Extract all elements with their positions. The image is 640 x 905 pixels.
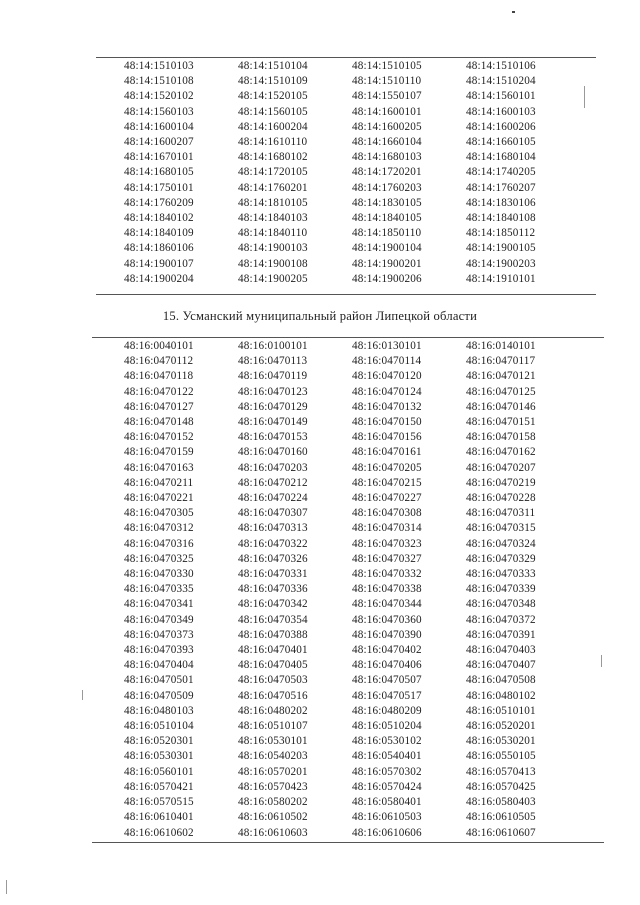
- cadastral-number-cell: 48:14:1760207: [466, 181, 536, 194]
- cadastral-number-cell: 48:14:1510105: [352, 60, 422, 72]
- table-top-rule: [96, 57, 596, 58]
- cadastral-number-cell: 48:16:0480202: [238, 704, 308, 717]
- cadastral-number-cell: 48:16:0530102: [352, 735, 422, 748]
- cadastral-number-cell: 48:16:0530301: [124, 750, 194, 763]
- cadastral-number-cell: 48:16:0470508: [466, 674, 536, 687]
- cadastral-number-cell: 48:16:0470333: [466, 568, 536, 581]
- cadastral-number-cell: 48:16:0470125: [466, 385, 536, 398]
- table-bottom-rule: [92, 842, 604, 843]
- cadastral-number-cell: 48:16:0510107: [238, 720, 308, 733]
- cadastral-number-cell: 48:16:0470160: [238, 446, 308, 459]
- cadastral-table-48-14: [124, 59, 580, 287]
- cadastral-number-cell: 48:16:0470330: [124, 568, 194, 581]
- cadastral-number-cell: 48:14:1510109: [238, 75, 308, 88]
- cadastral-number-cell: 48:16:0470405: [238, 659, 308, 672]
- cadastral-number-cell: 48:16:0470113: [238, 355, 308, 368]
- cadastral-number-cell: 48:16:0520201: [466, 720, 536, 733]
- section-heading: 15. Усманский муниципальный район Липецкой области: [162, 309, 478, 323]
- cadastral-number-cell: 48:14:1680104: [466, 151, 536, 164]
- cadastral-number-cell: 48:16:0100101: [238, 340, 308, 352]
- scan-speck: [512, 11, 515, 13]
- cadastral-number-cell: 48:14:1900107: [124, 257, 194, 270]
- margin-mark: [6, 880, 7, 894]
- cadastral-number-cell: 48:14:1510108: [124, 75, 194, 88]
- cadastral-number-cell: 48:16:0610502: [238, 811, 308, 824]
- cadastral-number-cell: 48:14:1560105: [238, 105, 308, 118]
- cadastral-number-cell: 48:16:0470338: [352, 583, 422, 596]
- cadastral-number-cell: 48:16:0470344: [352, 598, 422, 611]
- cadastral-number-cell: 48:14:1720105: [238, 166, 308, 179]
- cadastral-number-cell: 48:16:0470316: [124, 537, 194, 550]
- cadastral-number-cell: 48:14:1510103: [124, 60, 194, 72]
- cadastral-number-cell: 48:16:0610401: [124, 811, 194, 824]
- cadastral-number-cell: 48:14:1900105: [466, 242, 536, 255]
- cadastral-number-cell: 48:14:1840109: [124, 227, 194, 240]
- cadastral-number-cell: 48:16:0470403: [466, 644, 536, 657]
- cadastral-number-cell: 48:16:0470119: [238, 370, 308, 383]
- cadastral-number-cell: 48:16:0470151: [466, 416, 536, 429]
- cadastral-number-cell: 48:14:1760203: [352, 181, 422, 194]
- cadastral-number-cell: 48:16:0470509: [124, 689, 194, 702]
- cadastral-number-cell: 48:16:0470390: [352, 628, 422, 641]
- cadastral-number-cell: 48:16:0570201: [238, 765, 308, 778]
- cadastral-number-cell: 48:16:0040101: [124, 340, 194, 352]
- cadastral-number-cell: 48:14:1900204: [124, 272, 194, 285]
- cadastral-number-cell: 48:16:0470325: [124, 552, 194, 565]
- cadastral-number-cell: 48:16:0470349: [124, 613, 194, 626]
- cadastral-number-cell: 48:16:0470336: [238, 583, 308, 596]
- cadastral-number-cell: 48:14:1510204: [466, 75, 536, 88]
- cadastral-number-cell: 48:16:0470373: [124, 628, 194, 641]
- cadastral-number-cell: 48:14:1910101: [466, 272, 536, 285]
- cadastral-number-cell: 48:14:1840108: [466, 212, 536, 225]
- cadastral-number-cell: 48:16:0470159: [124, 446, 194, 459]
- cadastral-number-cell: 48:14:1900108: [238, 257, 308, 270]
- cadastral-number-cell: 48:14:1810105: [238, 196, 308, 209]
- cadastral-number-cell: 48:16:0470212: [238, 476, 308, 489]
- cadastral-number-cell: 48:14:1750101: [124, 181, 194, 194]
- cadastral-number-cell: 48:16:0470146: [466, 400, 536, 413]
- cadastral-number-cell: 48:16:0470308: [352, 507, 422, 520]
- cadastral-number-cell: 48:16:0560101: [124, 765, 194, 778]
- cadastral-number-cell: 48:16:0470148: [124, 416, 194, 429]
- cadastral-number-cell: 48:16:0470507: [352, 674, 422, 687]
- cadastral-number-cell: 48:16:0540401: [352, 750, 422, 763]
- cadastral-number-cell: 48:16:0610606: [352, 826, 422, 839]
- cadastral-number-cell: 48:16:0570515: [124, 796, 194, 809]
- cadastral-number-cell: 48:14:1840102: [124, 212, 194, 225]
- cadastral-number-cell: 48:16:0470322: [238, 537, 308, 550]
- cadastral-number-cell: 48:16:0470341: [124, 598, 194, 611]
- cadastral-number-cell: 48:16:0470305: [124, 507, 194, 520]
- cadastral-number-cell: 48:16:0470227: [352, 492, 422, 505]
- cadastral-number-cell: 48:16:0470329: [466, 552, 536, 565]
- cadastral-number-cell: 48:16:0470404: [124, 659, 194, 672]
- cadastral-number-cell: 48:14:1840110: [238, 227, 308, 240]
- cadastral-number-cell: 48:14:1720201: [352, 166, 422, 179]
- cadastral-number-cell: 48:16:0570423: [238, 780, 308, 793]
- cadastral-number-cell: 48:16:0470342: [238, 598, 308, 611]
- cadastral-number-cell: 48:16:0470207: [466, 461, 536, 474]
- cadastral-number-cell: 48:16:0580403: [466, 796, 536, 809]
- cadastral-number-cell: 48:16:0510104: [124, 720, 194, 733]
- cadastral-number-cell: 48:16:0610602: [124, 826, 194, 839]
- cadastral-number-cell: 48:16:0470372: [466, 613, 536, 626]
- cadastral-number-cell: 48:16:0470124: [352, 385, 422, 398]
- cadastral-number-cell: 48:16:0570413: [466, 765, 536, 778]
- cadastral-number-cell: 48:16:0570421: [124, 780, 194, 793]
- table-bottom-rule: [96, 294, 596, 295]
- cadastral-number-cell: 48:16:0130101: [352, 340, 422, 352]
- cadastral-number-cell: 48:14:1600101: [352, 105, 422, 118]
- cadastral-number-cell: 48:14:1510104: [238, 60, 308, 72]
- cadastral-number-cell: 48:16:0470129: [238, 400, 308, 413]
- cadastral-number-cell: 48:14:1520102: [124, 90, 194, 103]
- cadastral-number-cell: 48:14:1900206: [352, 272, 422, 285]
- cadastral-number-cell: 48:14:1740205: [466, 166, 536, 179]
- cadastral-number-cell: 48:16:0470114: [352, 355, 422, 368]
- cadastral-number-cell: 48:14:1760201: [238, 181, 308, 194]
- cadastral-number-cell: 48:16:0470221: [124, 492, 194, 505]
- cadastral-number-cell: 48:16:0530201: [466, 735, 536, 748]
- cadastral-number-cell: 48:16:0520301: [124, 735, 194, 748]
- cadastral-number-cell: 48:14:1900203: [466, 257, 536, 270]
- cadastral-number-cell: 48:16:0470307: [238, 507, 308, 520]
- cadastral-number-cell: 48:16:0510204: [352, 720, 422, 733]
- cadastral-number-cell: 48:14:1660104: [352, 136, 422, 149]
- cadastral-number-cell: 48:16:0470228: [466, 492, 536, 505]
- cadastral-number-cell: 48:16:0470215: [352, 476, 422, 489]
- cadastral-number-cell: 48:16:0470401: [238, 644, 308, 657]
- cadastral-number-cell: 48:16:0470516: [238, 689, 308, 702]
- cadastral-number-cell: 48:14:1600205: [352, 120, 422, 133]
- cadastral-number-cell: 48:16:0470339: [466, 583, 536, 596]
- cadastral-number-cell: 48:16:0470393: [124, 644, 194, 657]
- cadastral-number-cell: 48:16:0470324: [466, 537, 536, 550]
- cadastral-table-48-16: [124, 339, 580, 841]
- cadastral-number-cell: 48:16:0470402: [352, 644, 422, 657]
- cadastral-number-cell: 48:16:0470203: [238, 461, 308, 474]
- cadastral-number-cell: 48:16:0470406: [352, 659, 422, 672]
- cadastral-number-cell: 48:16:0580401: [352, 796, 422, 809]
- cadastral-number-cell: 48:16:0470163: [124, 461, 194, 474]
- cadastral-number-cell: 48:16:0470219: [466, 476, 536, 489]
- cadastral-number-cell: 48:16:0470224: [238, 492, 308, 505]
- cadastral-number-cell: 48:14:1900104: [352, 242, 422, 255]
- table-top-rule: [92, 337, 604, 338]
- cadastral-number-cell: 48:14:1560101: [466, 90, 536, 103]
- cadastral-number-cell: 48:16:0610603: [238, 826, 308, 839]
- cadastral-number-cell: 48:14:1760209: [124, 196, 194, 209]
- cadastral-number-cell: 48:16:0470123: [238, 385, 308, 398]
- cadastral-number-cell: 48:16:0470354: [238, 613, 308, 626]
- cadastral-number-cell: 48:16:0470211: [124, 476, 194, 489]
- cadastral-number-cell: 48:14:1600204: [238, 120, 308, 133]
- cadastral-number-cell: 48:14:1600103: [466, 105, 536, 118]
- cadastral-number-cell: 48:16:0470327: [352, 552, 422, 565]
- cadastral-number-cell: 48:16:0510101: [466, 704, 536, 717]
- cadastral-number-cell: 48:16:0470156: [352, 431, 422, 444]
- cadastral-number-cell: 48:16:0470503: [238, 674, 308, 687]
- cadastral-number-cell: 48:16:0610607: [466, 826, 536, 839]
- cadastral-number-cell: 48:16:0470118: [124, 370, 194, 383]
- cadastral-number-cell: 48:14:1610110: [238, 136, 308, 149]
- cadastral-number-cell: 48:16:0470205: [352, 461, 422, 474]
- cadastral-number-cell: 48:16:0530101: [238, 735, 308, 748]
- cadastral-number-cell: 48:16:0480209: [352, 704, 422, 717]
- cadastral-number-cell: 48:16:0470311: [466, 507, 536, 520]
- margin-mark: [601, 655, 602, 667]
- cadastral-number-cell: 48:16:0470153: [238, 431, 308, 444]
- cadastral-number-cell: 48:14:1660105: [466, 136, 536, 149]
- cadastral-number-cell: 48:16:0470122: [124, 385, 194, 398]
- cadastral-number-cell: 48:16:0470150: [352, 416, 422, 429]
- cadastral-number-cell: 48:16:0570425: [466, 780, 536, 793]
- cadastral-number-cell: 48:16:0470407: [466, 659, 536, 672]
- cadastral-number-cell: 48:16:0470332: [352, 568, 422, 581]
- cadastral-number-cell: 48:16:0470152: [124, 431, 194, 444]
- cadastral-number-cell: 48:16:0470391: [466, 628, 536, 641]
- cadastral-number-cell: 48:16:0470112: [124, 355, 194, 368]
- cadastral-number-cell: 48:16:0470501: [124, 674, 194, 687]
- cadastral-number-cell: 48:16:0480102: [466, 689, 536, 702]
- cadastral-number-cell: 48:16:0470315: [466, 522, 536, 535]
- cadastral-number-cell: 48:14:1900103: [238, 242, 308, 255]
- cadastral-number-cell: 48:14:1560103: [124, 105, 194, 118]
- cadastral-number-cell: 48:14:1840105: [352, 212, 422, 225]
- cadastral-number-cell: 48:16:0470132: [352, 400, 422, 413]
- cadastral-number-cell: 48:14:1510110: [352, 75, 422, 88]
- cadastral-number-cell: 48:16:0540203: [238, 750, 308, 763]
- cadastral-number-cell: 48:14:1900205: [238, 272, 308, 285]
- cadastral-number-cell: 48:16:0470326: [238, 552, 308, 565]
- cadastral-number-cell: 48:16:0470314: [352, 522, 422, 535]
- cadastral-number-cell: 48:14:1860106: [124, 242, 194, 255]
- cadastral-number-cell: 48:14:1830105: [352, 196, 422, 209]
- cadastral-number-cell: 48:16:0470120: [352, 370, 422, 383]
- cadastral-number-cell: 48:16:0470323: [352, 537, 422, 550]
- cadastral-number-cell: 48:16:0470388: [238, 628, 308, 641]
- cadastral-number-cell: 48:16:0470335: [124, 583, 194, 596]
- cadastral-number-cell: 48:16:0470127: [124, 400, 194, 413]
- cadastral-number-cell: 48:16:0480103: [124, 704, 194, 717]
- cadastral-number-cell: 48:16:0470149: [238, 416, 308, 429]
- cadastral-number-cell: 48:16:0470158: [466, 431, 536, 444]
- cadastral-number-cell: 48:16:0550105: [466, 750, 536, 763]
- margin-mark: [82, 690, 83, 700]
- cadastral-number-cell: 48:16:0470117: [466, 355, 536, 368]
- cadastral-number-cell: 48:16:0470121: [466, 370, 536, 383]
- cadastral-number-cell: 48:16:0470313: [238, 522, 308, 535]
- cadastral-number-cell: 48:14:1550107: [352, 90, 422, 103]
- cadastral-number-cell: 48:14:1600206: [466, 120, 536, 133]
- cadastral-number-cell: 48:16:0610505: [466, 811, 536, 824]
- cadastral-number-cell: 48:16:0570424: [352, 780, 422, 793]
- cadastral-number-cell: 48:16:0140101: [466, 340, 536, 352]
- cadastral-number-cell: 48:16:0470161: [352, 446, 422, 459]
- cadastral-number-cell: 48:14:1670101: [124, 151, 194, 164]
- cadastral-number-cell: 48:14:1680102: [238, 151, 308, 164]
- cadastral-number-cell: 48:14:1900201: [352, 257, 422, 270]
- cadastral-number-cell: 48:14:1520105: [238, 90, 308, 103]
- cadastral-number-cell: 48:16:0470312: [124, 522, 194, 535]
- cadastral-number-cell: 48:16:0470162: [466, 446, 536, 459]
- cadastral-number-cell: 48:14:1510106: [466, 60, 536, 72]
- cadastral-number-cell: 48:16:0570302: [352, 765, 422, 778]
- cadastral-number-cell: 48:16:0470517: [352, 689, 422, 702]
- cadastral-number-cell: 48:16:0470360: [352, 613, 422, 626]
- cadastral-number-cell: 48:16:0470348: [466, 598, 536, 611]
- cadastral-number-cell: 48:14:1850112: [466, 227, 536, 240]
- cadastral-number-cell: 48:14:1600207: [124, 136, 194, 149]
- cadastral-number-cell: 48:16:0470331: [238, 568, 308, 581]
- cadastral-number-cell: 48:14:1680105: [124, 166, 194, 179]
- margin-mark: [584, 86, 585, 108]
- cadastral-number-cell: 48:16:0580202: [238, 796, 308, 809]
- cadastral-number-cell: 48:14:1680103: [352, 151, 422, 164]
- cadastral-number-cell: 48:14:1600104: [124, 120, 194, 133]
- cadastral-number-cell: 48:16:0610503: [352, 811, 422, 824]
- cadastral-number-cell: 48:14:1830106: [466, 196, 536, 209]
- cadastral-number-cell: 48:14:1850110: [352, 227, 422, 240]
- cadastral-number-cell: 48:14:1840103: [238, 212, 308, 225]
